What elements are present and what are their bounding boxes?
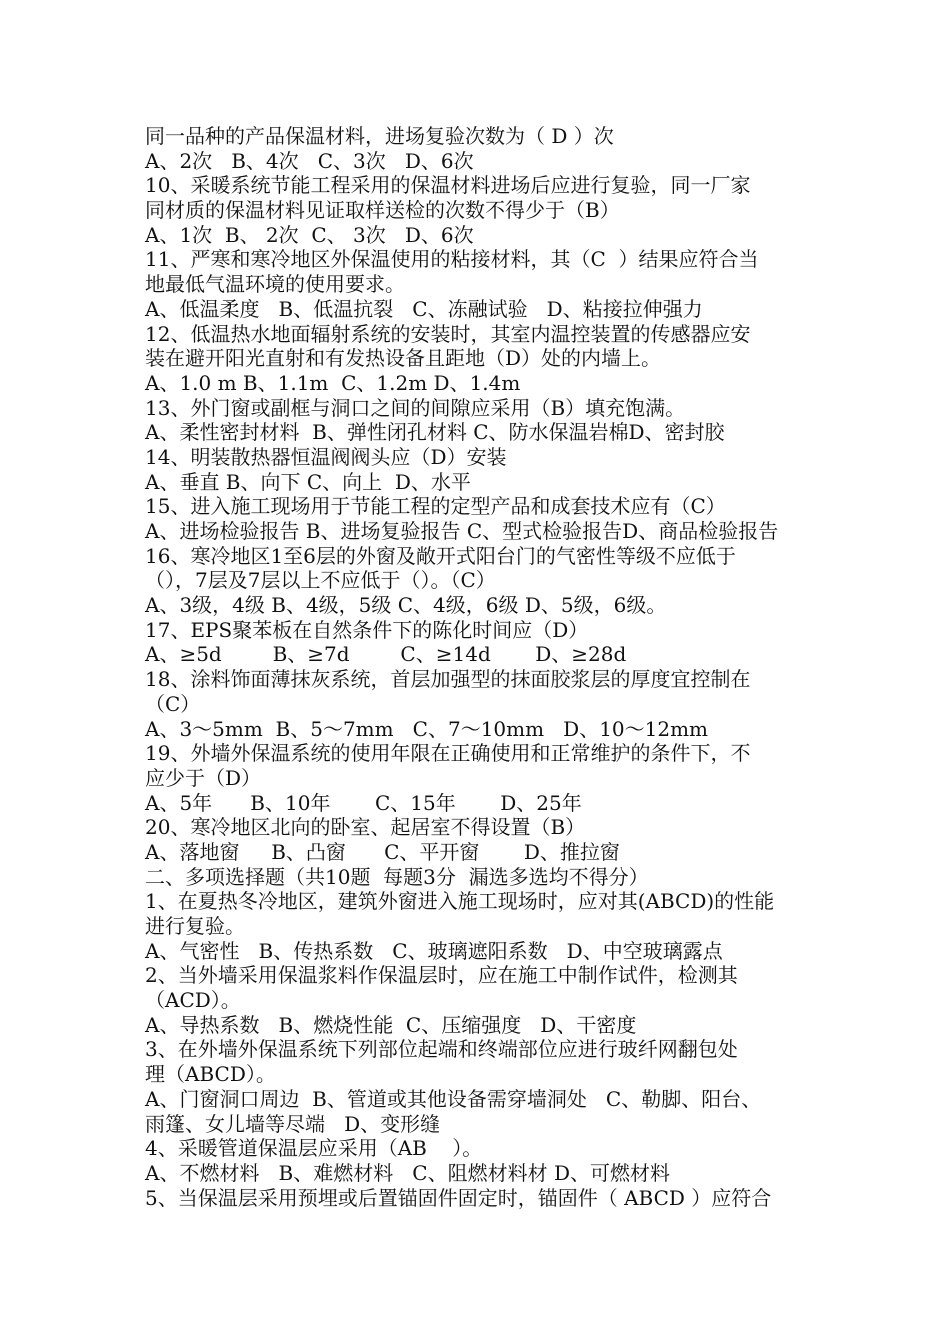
text-line: 15、进入施工现场用于节能工程的定型产品和成套技术应有（C）	[145, 494, 726, 519]
text-line: A、垂直 B、向下 C、向上 D、水平	[145, 469, 471, 494]
text-line: （ACD）。	[145, 988, 241, 1013]
text-line: A、气密性 B、传热系数 C、玻璃遮阳系数 D、中空玻璃露点	[145, 938, 723, 963]
text-line: A、1次 B、 2次 C、 3次 D、6次	[145, 222, 474, 247]
text-line: 20、寒冷地区北向的卧室、起居室不得设置（B）	[145, 815, 586, 840]
text-line: 理（ABCD）。	[145, 1062, 276, 1087]
text-line: 进行复验。	[145, 914, 245, 938]
text-line: A、≥5d B、≥7d C、≥14d D、≥28d	[145, 642, 627, 667]
text-line: （C）	[145, 691, 201, 716]
text-line: A、3～5mm B、5～7mm C、7～10mm D、10～12mm	[145, 716, 709, 741]
text-line: 14、明装散热器恒温阀阀头应（D）安装	[145, 444, 507, 469]
text-line: 1、在夏热冬冷地区，建筑外窗进入施工现场时，应对其(ABCD)的性能	[145, 889, 775, 914]
text-line: 10、采暖系统节能工程采用的保温材料进场后应进行复验，同一厂家	[145, 173, 751, 198]
text-line: 地最低气温环境的使用要求。	[145, 272, 405, 297]
text-line: 装在避开阳光直射和有发热设备且距地（D）处的内墙上。	[145, 346, 662, 371]
text-line: A、低温柔度 B、低温抗裂 C、冻融试验 D、粘接拉伸强力	[145, 296, 703, 321]
text-line: 3、在外墙外保温系统下列部位起端和终端部位应进行玻纤网翻包处	[145, 1037, 738, 1062]
text-line: 12、低温热水地面辐射系统的安装时，其室内温控装置的传感器应安	[145, 321, 751, 346]
text-line: 同材质的保温材料见证取样送检的次数不得少于（B）	[145, 198, 620, 223]
text-line: 5、当保温层采用预埋或后置锚固件固定时，锚固件（ ABCD ）应符合	[145, 1185, 772, 1210]
text-line: 应少于（D）	[145, 765, 262, 790]
text-line: A、2次 B、4次 C、3次 D、6次	[145, 148, 474, 173]
text-line: A、柔性密封材料 B、弹性闭孔材料 C、防水保温岩棉D、密封胶	[145, 420, 725, 445]
text-line: 二、多项选择题（共10题 每题3分 漏选多选均不得分）	[145, 864, 649, 889]
text-line: 同一品种的产品保温材料，进场复验次数为（ D ）次	[145, 124, 614, 148]
text-line: A、门窗洞口周边 B、管道或其他设备需穿墙洞处 C、勒脚、阳台、	[145, 1086, 762, 1111]
text-line: 2、当外墙采用保温浆料作保温层时，应在施工中制作试件，检测其	[145, 963, 738, 988]
text-line: 4、采暖管道保温层应采用（AB ）。	[145, 1136, 483, 1161]
text-line: 雨篷、女儿墙等尽端 D、变形缝	[145, 1111, 441, 1136]
text-line: 19、外墙外保温系统的使用年限在正确使用和正常维护的条件下，不	[145, 741, 751, 766]
document-body	[145, 124, 810, 1210]
text-line: A、导热系数 B、燃烧性能 C、压缩强度 D、干密度	[145, 1012, 637, 1037]
text-line: 18、涂料饰面薄抹灰系统，首层加强型的抹面胶浆层的厚度宜控制在	[145, 667, 751, 692]
text-line: A、进场检验报告 B、进场复验报告 C、型式检验报告D、商品检验报告	[145, 519, 779, 543]
text-line: A、1.0 m B、1.1m C、1.2m D、1.4m	[145, 370, 521, 395]
text-line: A、不燃材料 B、难燃材料 C、阻燃材料材 D、可燃材料	[145, 1160, 670, 1185]
text-line: 13、外门窗或副框与洞口之间的间隙应采用（B）填充饱满。	[145, 395, 686, 420]
text-line: A、落地窗 B、凸窗 C、平开窗 D、推拉窗	[145, 839, 620, 864]
text-line: 11、严寒和寒冷地区外保温使用的粘接材料，其（C ）结果应符合当	[145, 247, 759, 272]
text-line: 17、EPS聚苯板在自然条件下的陈化时间应（D）	[145, 617, 589, 642]
text-line: A、5年 B、10年 C、15年 D、25年	[145, 790, 582, 815]
text-line: 16、寒冷地区1至6层的外窗及敞开式阳台门的气密性等级不应低于	[145, 543, 736, 568]
text-line: （），7层及7层以上不应低于（）。（C）	[145, 568, 496, 593]
text-line: A、3级，4级 B、4级，5级 C、4级，6级 D、5级，6级。	[145, 593, 667, 618]
